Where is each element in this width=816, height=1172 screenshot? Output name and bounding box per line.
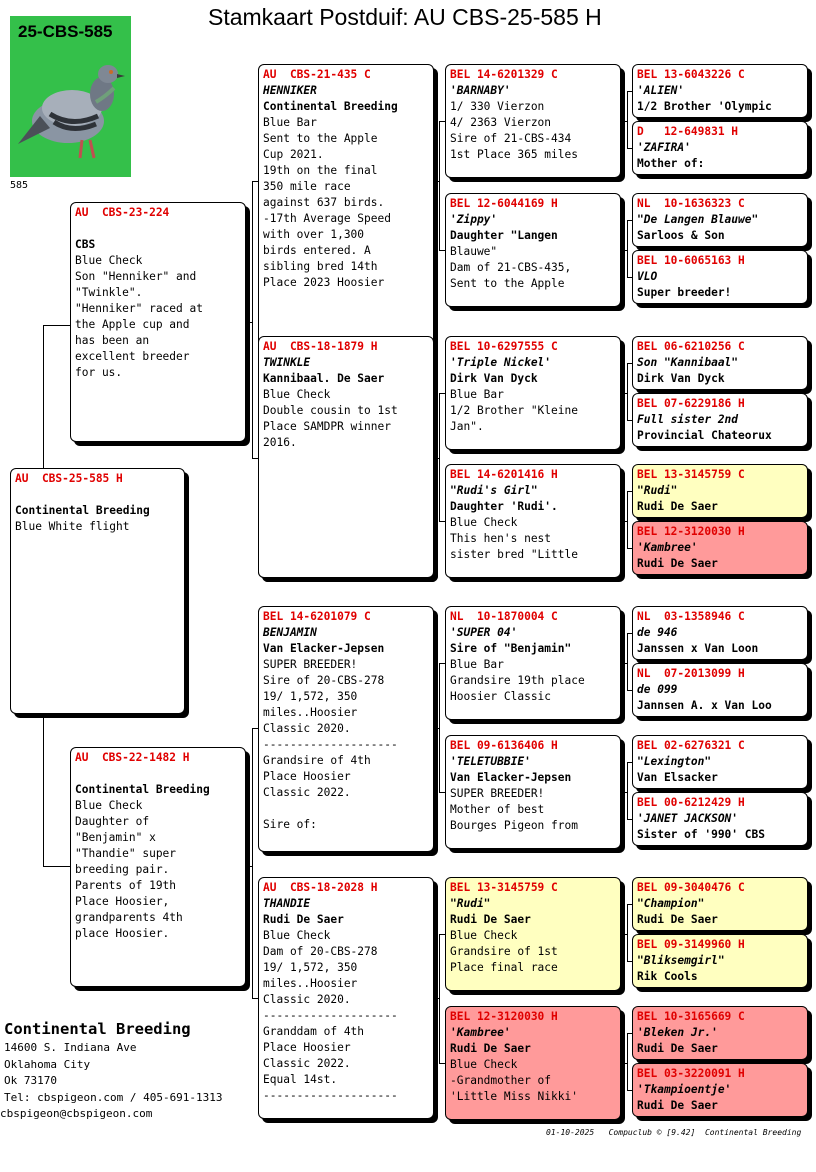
pedigree-card bbox=[632, 1063, 808, 1117]
breeder-line: Dirk Van Dyck bbox=[450, 372, 538, 385]
pigeon-name: THANDIE bbox=[263, 897, 311, 910]
info-line: Blue Bar bbox=[263, 116, 317, 129]
pigeon-name: HENNIKER bbox=[263, 84, 317, 97]
ring-number: BEL 09-6136406 H bbox=[450, 739, 558, 752]
ring-number: NL 07-2013099 H bbox=[637, 667, 745, 680]
pigeon-name: de 946 bbox=[637, 626, 678, 639]
info-line: -------------------- bbox=[263, 738, 398, 751]
photo-caption: 585 bbox=[10, 180, 29, 191]
pedigree-card bbox=[632, 792, 808, 846]
info-line: place Hoosier. bbox=[75, 927, 170, 940]
ring-number: BEL 07-6229186 H bbox=[637, 397, 745, 410]
ring-number: BEL 14-6201329 C bbox=[450, 68, 558, 81]
info-line: breeding pair. bbox=[75, 863, 170, 876]
ring-number: BEL 06-6210256 C bbox=[637, 340, 745, 353]
pigeon-name: "Rudi's Girl" bbox=[450, 484, 538, 497]
pedigree-card bbox=[445, 336, 621, 450]
pigeon-name: 'ZAFIRA' bbox=[637, 141, 691, 154]
pedigree-card bbox=[632, 336, 808, 390]
info-line: -------------------- bbox=[263, 1009, 398, 1022]
breeder-line: Rik Cools bbox=[637, 970, 698, 983]
pedigree-card bbox=[632, 393, 808, 447]
info-line: Dam of 21-CBS-435, bbox=[450, 261, 572, 274]
info-line: with over 1,300 bbox=[263, 228, 365, 241]
breeder-line: Super breeder! bbox=[637, 286, 732, 299]
ring-number: AU CBS-18-2028 H bbox=[263, 881, 378, 894]
pigeon-name: "De Langen Blauwe" bbox=[637, 213, 759, 226]
info-line: grandparents 4th bbox=[75, 911, 183, 924]
info-line bbox=[263, 801, 429, 817]
ring-number: BEL 12-6044169 H bbox=[450, 197, 558, 210]
info-line: Sire of 21-CBS-434 bbox=[450, 132, 572, 145]
pedigree-card bbox=[632, 250, 808, 304]
ring-number: AU CBS-18-1879 H bbox=[263, 340, 378, 353]
info-line: Blue Check bbox=[450, 1058, 518, 1071]
info-line: Classic 2020. bbox=[263, 993, 351, 1006]
info-line: SUPER BREEDER! bbox=[450, 787, 545, 800]
pedigree-card bbox=[632, 521, 808, 575]
ring-number: NL 10-1636323 C bbox=[637, 197, 745, 210]
ring-number: BEL 02-6276321 C bbox=[637, 739, 745, 752]
pigeon-name: "Lexington" bbox=[637, 755, 712, 768]
breeder-line: Rudi De Saer bbox=[450, 1042, 531, 1055]
info-line: Classic 2022. bbox=[263, 1057, 351, 1070]
info-line: "Henniker" raced at bbox=[75, 302, 203, 315]
info-line: Parents of 19th bbox=[75, 879, 177, 892]
pigeon-photo bbox=[10, 16, 131, 177]
info-line: Blue Check bbox=[450, 929, 518, 942]
pigeon-name: 'Kambree' bbox=[637, 541, 698, 554]
pedigree-card bbox=[445, 464, 621, 578]
info-line: Sent to the Apple bbox=[450, 277, 565, 290]
info-line: against 637 birds. bbox=[263, 196, 385, 209]
info-line: Jan". bbox=[450, 420, 484, 433]
info-line: Hoosier Classic bbox=[450, 690, 552, 703]
breeder-line: Sire of "Benjamin" bbox=[450, 642, 572, 655]
info-line bbox=[15, 487, 180, 503]
info-line: Blue Check bbox=[75, 799, 143, 812]
info-line: Blue White flight bbox=[15, 520, 130, 533]
pedigree-card bbox=[70, 747, 246, 987]
ring-number: BEL 14-6201079 C bbox=[263, 610, 371, 623]
info-line: Daughter of bbox=[75, 815, 150, 828]
info-line: Blue Check bbox=[263, 929, 331, 942]
pigeon-name: 'Bleken Jr.' bbox=[637, 1026, 718, 1039]
info-line: Grandsire 19th place bbox=[450, 674, 585, 687]
pigeon-icon bbox=[10, 16, 131, 177]
info-line: Grandsire of 1st bbox=[450, 945, 558, 958]
info-line: Mother of best bbox=[450, 803, 545, 816]
info-line: Blue Check bbox=[263, 388, 331, 401]
breeder-line: Kannibaal. De Saer bbox=[263, 372, 385, 385]
pedigree-card bbox=[632, 606, 808, 660]
info-line: 19/ 1,572, 350 bbox=[263, 961, 358, 974]
ring-number: BEL 12-3120030 H bbox=[450, 1010, 558, 1023]
info-line: Cup 2021. bbox=[263, 148, 324, 161]
info-line: has been an bbox=[75, 334, 150, 347]
info-line: 350 mile race bbox=[263, 180, 351, 193]
info-line: Sire of: bbox=[263, 818, 317, 831]
pedigree-card bbox=[258, 336, 434, 578]
ring-number: BEL 13-6043226 C bbox=[637, 68, 745, 81]
info-line: Place SAMDPR winner bbox=[263, 420, 391, 433]
breeder-info bbox=[0, 1018, 223, 1123]
info-line: Place final race bbox=[450, 961, 558, 974]
breeder-line: Continental Breeding bbox=[15, 504, 150, 517]
pedigree-card bbox=[445, 193, 621, 307]
info-line: -------------------- bbox=[263, 1089, 398, 1102]
pedigree-card bbox=[632, 464, 808, 518]
info-line: Classic 2022. bbox=[263, 786, 351, 799]
info-line: sibling bred 14th bbox=[263, 260, 378, 273]
info-line: Blue Check bbox=[450, 516, 518, 529]
ring-number: D 12-649831 H bbox=[637, 125, 739, 138]
info-line: Blauwe" bbox=[450, 245, 498, 258]
pigeon-name: "Champion" bbox=[637, 897, 705, 910]
pigeon-name: 'Kambree' bbox=[450, 1026, 511, 1039]
pigeon-name: BENJAMIN bbox=[263, 626, 317, 639]
pigeon-name: VLO bbox=[637, 270, 658, 283]
pigeon-name: "Rudi" bbox=[450, 897, 491, 910]
info-line: Place Hoosier, bbox=[75, 895, 170, 908]
pedigree-card bbox=[632, 735, 808, 789]
pigeon-name: 'SUPER 04' bbox=[450, 626, 518, 639]
info-line: 2016. bbox=[263, 436, 297, 449]
breeder-email: cbspigeon@cbspigeon.com bbox=[0, 1107, 153, 1120]
pigeon-name: 'TELETUBBIE' bbox=[450, 755, 531, 768]
info-line: This hen's nest bbox=[450, 532, 552, 545]
pigeon-name: 'Tkampioentje' bbox=[637, 1083, 732, 1096]
info-line: Equal 14st. bbox=[263, 1073, 338, 1086]
pedigree-card bbox=[258, 606, 434, 852]
pedigree-card bbox=[632, 877, 808, 931]
info-line: Bourges Pigeon from bbox=[450, 819, 578, 832]
info-line: 4/ 2363 Vierzon bbox=[450, 116, 552, 129]
breeder-line: Continental Breeding bbox=[263, 100, 398, 113]
info-line: miles..Hoosier bbox=[263, 706, 358, 719]
info-line: 1st Place 365 miles bbox=[450, 148, 578, 161]
pigeon-name: 'JANET JACKSON' bbox=[637, 812, 739, 825]
info-line: Grandsire of 4th bbox=[263, 754, 371, 767]
breeder-address: 14600 S. Indiana Ave bbox=[4, 1041, 137, 1054]
ring-number: BEL 10-3165669 C bbox=[637, 1010, 745, 1023]
page-title: Stamkaart Postduif: AU CBS-25-585 H bbox=[208, 4, 602, 30]
breeder-line: Provincial Chateorux bbox=[637, 429, 772, 442]
info-line: Granddam of 4th bbox=[263, 1025, 365, 1038]
ring-number: BEL 12-3120030 H bbox=[637, 525, 745, 538]
breeder-line: Dirk Van Dyck bbox=[637, 372, 725, 385]
info-line: birds entered. A bbox=[263, 244, 371, 257]
breeder-line: Continental Breeding bbox=[75, 783, 210, 796]
breeder-name: Continental Breeding bbox=[4, 1020, 191, 1038]
ring-number: BEL 00-6212429 H bbox=[637, 796, 745, 809]
breeder-tel: Tel: cbspigeon.com / 405-691-1313 bbox=[4, 1090, 223, 1104]
ring-number: BEL 13-3145759 C bbox=[450, 881, 558, 894]
info-line: Sire of 20-CBS-278 bbox=[263, 674, 385, 687]
photo-ring-label: 25-CBS-585 bbox=[18, 22, 113, 41]
info-line: "Twinkle". bbox=[75, 286, 143, 299]
ring-number: BEL 14-6201416 H bbox=[450, 468, 558, 481]
pigeon-name: "Bliksemgirl" bbox=[637, 954, 725, 967]
info-line: Dam of 20-CBS-278 bbox=[263, 945, 378, 958]
breeder-line: CBS bbox=[75, 238, 96, 251]
ring-number: BEL 09-3040476 C bbox=[637, 881, 745, 894]
info-line: Place Hoosier bbox=[263, 770, 351, 783]
info-line bbox=[75, 221, 241, 237]
info-line: for us. bbox=[75, 366, 123, 379]
breeder-line: Sarloos & Son bbox=[637, 229, 725, 242]
breeder-line: Daughter "Langen bbox=[450, 229, 558, 242]
pigeon-name: Full sister 2nd bbox=[637, 413, 739, 426]
info-line: "Thandie" super bbox=[75, 847, 177, 860]
info-line: Blue Check bbox=[75, 254, 143, 267]
ring-number: AU CBS-21-435 C bbox=[263, 68, 371, 81]
info-line: miles..Hoosier bbox=[263, 977, 358, 990]
breeder-line: Mother of: bbox=[637, 157, 705, 170]
info-line: excellent breeder bbox=[75, 350, 190, 363]
pedigree-card bbox=[632, 193, 808, 247]
pigeon-name: 'Triple Nickel' bbox=[450, 356, 552, 369]
breeder-line: Rudi De Saer bbox=[450, 913, 531, 926]
ring-number: BEL 03-3220091 H bbox=[637, 1067, 745, 1080]
breeder-line: Rudi De Saer bbox=[637, 1099, 718, 1112]
breeder-line: Sister of '990' CBS bbox=[637, 828, 765, 841]
breeder-city: Oklahoma City bbox=[4, 1057, 91, 1071]
breeder-line: Janssen x Van Loon bbox=[637, 642, 759, 655]
breeder-line: Rudi De Saer bbox=[637, 1042, 718, 1055]
info-line: Son "Henniker" and bbox=[75, 270, 197, 283]
ring-number: BEL 13-3145759 C bbox=[637, 468, 745, 481]
breeder-line: Daughter 'Rudi'. bbox=[450, 500, 558, 513]
ring-number: NL 03-1358946 C bbox=[637, 610, 745, 623]
breeder-line: Van Elsacker bbox=[637, 771, 718, 784]
ring-number: BEL 09-3149960 H bbox=[637, 938, 745, 951]
pedigree-card bbox=[445, 64, 621, 178]
breeder-line: 1/2 Brother 'Olympic bbox=[637, 100, 772, 113]
info-line: 19/ 1,572, 350 bbox=[263, 690, 358, 703]
ring-number: AU CBS-22-1482 H bbox=[75, 751, 190, 764]
pigeon-name: Son "Kannibaal" bbox=[637, 356, 739, 369]
pigeon-name: 'ALIEN' bbox=[637, 84, 685, 97]
ring-number: NL 10-1870004 C bbox=[450, 610, 558, 623]
info-line: Double cousin to 1st bbox=[263, 404, 398, 417]
info-line: 1/ 330 Vierzon bbox=[450, 100, 545, 113]
pedigree-card bbox=[445, 735, 621, 849]
breeder-state-zip: Ok 73170 bbox=[4, 1074, 57, 1087]
breeder-line: Rudi De Saer bbox=[637, 557, 718, 570]
info-line: "Benjamin" x bbox=[75, 831, 156, 844]
info-line bbox=[75, 766, 241, 782]
info-line: -17th Average Speed bbox=[263, 212, 391, 225]
pedigree-card bbox=[632, 1006, 808, 1060]
info-line: Sent to the Apple bbox=[263, 132, 378, 145]
info-line: sister bred "Little bbox=[450, 548, 578, 561]
ring-number: AU CBS-25-585 H bbox=[15, 472, 123, 485]
pedigree-card bbox=[445, 877, 621, 991]
info-line: Place 2023 Hoosier bbox=[263, 276, 385, 289]
breeder-line: Jannsen A. x Van Loo bbox=[637, 699, 772, 712]
info-line: 'Little Miss Nikki' bbox=[450, 1090, 578, 1103]
pedigree-card bbox=[632, 663, 808, 717]
info-line: SUPER BREEDER! bbox=[263, 658, 358, 671]
pigeon-name: "Rudi" bbox=[637, 484, 678, 497]
info-line: Place Hoosier bbox=[263, 1041, 351, 1054]
pigeon-name: 'BARNABY' bbox=[450, 84, 511, 97]
pedigree-card bbox=[632, 64, 808, 118]
pedigree-card bbox=[445, 1006, 621, 1120]
pedigree-card bbox=[632, 121, 808, 175]
pedigree-card bbox=[10, 468, 185, 714]
pigeon-name: de 099 bbox=[637, 683, 678, 696]
pedigree-card bbox=[632, 934, 808, 988]
info-line: Classic 2020. bbox=[263, 722, 351, 735]
ring-number: BEL 10-6065163 H bbox=[637, 254, 745, 267]
info-line: the Apple cup and bbox=[75, 318, 190, 331]
pedigree-card bbox=[70, 202, 246, 442]
info-line: 19th on the final bbox=[263, 164, 378, 177]
ring-number: BEL 10-6297555 C bbox=[450, 340, 558, 353]
info-line: Blue Bar bbox=[450, 388, 504, 401]
pedigree-card bbox=[258, 877, 434, 1119]
breeder-line: Van Elacker-Jepsen bbox=[263, 642, 385, 655]
info-line: -Grandmother of bbox=[450, 1074, 552, 1087]
info-line: Blue Bar bbox=[450, 658, 504, 671]
pigeon-name: TWINKLE bbox=[263, 356, 311, 369]
breeder-line: Van Elacker-Jepsen bbox=[450, 771, 572, 784]
footer-info: 01-10-2025 Compuclub © [9.42] Continental Breeding bbox=[546, 1128, 802, 1137]
breeder-line: Rudi De Saer bbox=[637, 500, 718, 513]
info-line: 1/2 Brother "Kleine bbox=[450, 404, 578, 417]
breeder-line: Rudi De Saer bbox=[263, 913, 344, 926]
pigeon-name: 'Zippy' bbox=[450, 213, 498, 226]
pedigree-card bbox=[445, 606, 621, 720]
breeder-line: Rudi De Saer bbox=[637, 913, 718, 926]
ring-number: AU CBS-23-224 bbox=[75, 206, 170, 219]
